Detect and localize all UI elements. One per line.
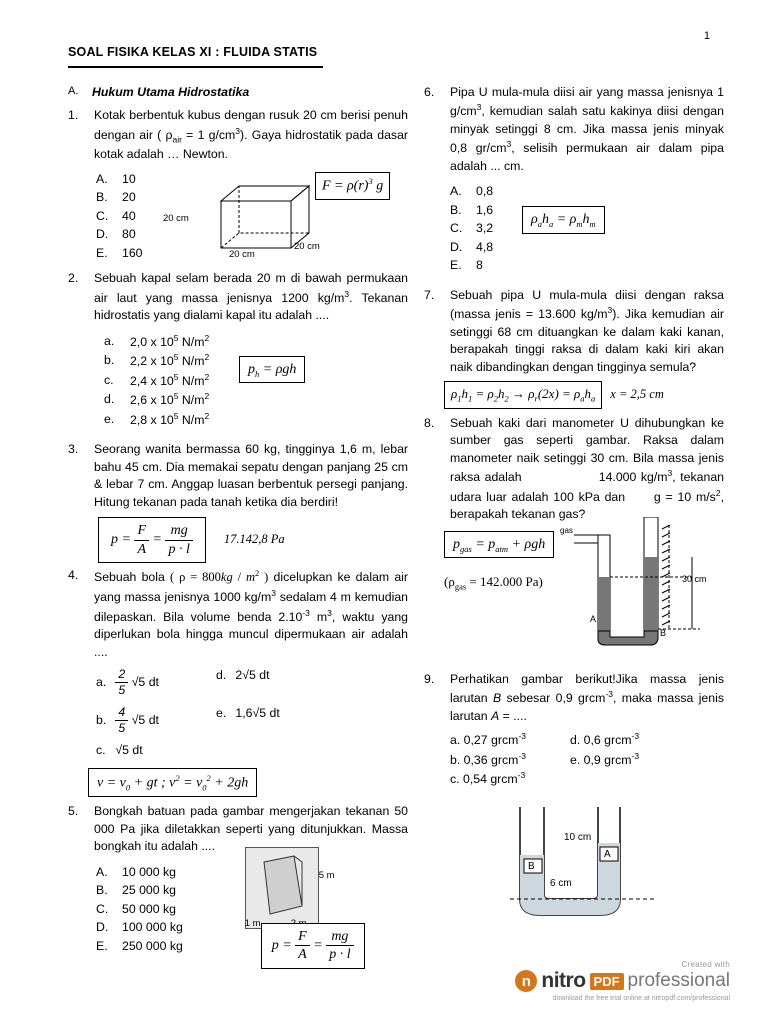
question-6-formula: $\rho_ah_a = \rho_mh_m$	[522, 206, 605, 234]
option-item: B. 1,6	[450, 202, 494, 217]
question-8-answer: ($\rho_{gas} = 142.000$ Pa)	[444, 573, 543, 592]
question-3-formula: p = $\frac{F}{A}$ = $\frac{mg}{p \cdot l}$	[98, 517, 206, 563]
question-4-options-row-2	[96, 705, 408, 737]
question-6-text: Pipa U mula-mula diisi air yang massa jenisnya 1 $g/cm^3$, kemudian salah satu kakinya diisi dengan minyak setinggi 8 cm. Jika massa jenis minyak 0,8 $gr/cm^3$, selisih permukaan air dalam pipa adalah ... cm.	[450, 85, 724, 173]
question-8-text: Sebuah kaki dari manometer U dihubungkan ke sumber gas seperti gambar. Raksa dalam manometer naik setinggi 30 cm. Bila massa jenis raksa adalah 14.000 $kg/m^3$, tekanan udara luar adalah 100 kPa dan g = 10 $m/s^2$, berapakah tekanan gas?	[450, 415, 724, 522]
cube-height-label: 20 cm	[162, 212, 189, 224]
question-8	[424, 415, 724, 524]
created-with-label: Created with	[681, 960, 730, 969]
left-column	[68, 84, 408, 971]
question-7-number: 7.	[424, 287, 435, 302]
option-item: D. 4,8	[450, 239, 494, 254]
question-6-options	[450, 182, 512, 274]
point-b-label: B	[660, 627, 667, 638]
question-8-number: 8.	[424, 415, 435, 430]
option-row	[450, 769, 724, 789]
title-underline	[68, 66, 323, 68]
nitro-pdf-badge: PDF	[590, 973, 624, 990]
option-item: C. 3,2	[450, 221, 494, 236]
solution-a-label: A	[604, 848, 611, 860]
nitro-logo	[515, 969, 730, 993]
question-8-formula: $p_{gas} = p_{atm} + \rho gh$	[444, 531, 554, 559]
option-item: D. 80	[96, 227, 136, 242]
option-item: D. 100 000 kg	[96, 920, 183, 935]
question-8-figure-row	[424, 525, 724, 669]
question-2-formula-wrap	[239, 356, 305, 384]
question-4-options-row-3	[96, 742, 408, 759]
option-item: b. 0,36 grcm$^{-3}$	[450, 750, 526, 767]
question-9-text: Perhatikan gambar berikut!Jika massa jenis larutan B sebesar 0,9 grcm$^{-3}$, maka massa jenis larutan A = ....	[450, 671, 724, 723]
question-9-number: 9.	[424, 671, 435, 686]
nitro-professional-label: professional	[627, 970, 730, 991]
question-5-number: 5.	[68, 804, 79, 819]
question-1-text: Kotak berbentuk kubus dengan rusuk 20 cm berisi penuh dengan air ( $\rho_{air} = 1$ $g/cm^3$). Gaya hidrostatik pada dasar kotak adalah … Newton.	[94, 108, 409, 161]
question-5-formula: p = $\frac{F}{A}$ = $\frac{mg}{p \cdot l}$	[261, 923, 365, 969]
option-item: A. 0,8	[450, 184, 494, 199]
option-item: a. 0,27 grcm$^{-3}$	[450, 731, 526, 748]
question-4-formula: $v = v_0$ + gt ; $v^2 = v_0^2 + 2gh$	[88, 768, 257, 798]
manometer-height-label: 30 cm	[682, 573, 707, 584]
question-7-answer: x = 2,5 cm	[610, 386, 664, 401]
footer	[0, 946, 768, 1016]
question-3-formula-row	[98, 517, 408, 563]
nitro-watermark	[515, 960, 730, 1002]
manometer-diagram-icon	[574, 517, 724, 657]
height-10cm-label: 10 cm	[564, 831, 592, 843]
gas-label: gas	[560, 525, 573, 535]
section-name: Hukum Utama Hidrostatika	[92, 85, 250, 99]
option-item: A. 10 000 kg	[96, 864, 177, 879]
option-row	[450, 750, 724, 770]
question-3	[68, 441, 408, 511]
question-9-figure	[424, 803, 704, 933]
question-2-formula: $p_h = \rho gh$	[239, 356, 305, 384]
section-letter: A.	[68, 85, 79, 97]
cube-width-label: 20 cm	[228, 248, 255, 260]
question-2	[68, 270, 408, 324]
question-3-answer: 17.142,8 Pa	[223, 532, 285, 547]
u-tube-diagram-icon	[424, 803, 694, 928]
option-item: E. 8	[450, 258, 483, 273]
option-item: a. $\frac{2}{5}$ √5 dt	[96, 666, 159, 698]
nitro-download-link[interactable]: download the free trial online at nitropdf.com/professional	[552, 995, 730, 1002]
question-5	[68, 803, 408, 855]
question-1-formula: $F = \rho(r)^3$ g	[315, 172, 390, 200]
question-2-options	[104, 332, 229, 430]
question-2-answers-figure	[68, 330, 408, 436]
option-item: E. 160	[96, 245, 143, 260]
question-1-number: 1.	[68, 108, 79, 123]
rock-diagram-icon	[246, 848, 316, 926]
question-5-text: Bongkah batuan pada gambar mengerjakan tekanan 50 000 Pa jika diletakkan seperti yang ditunjukkan. Massa bongkah itu adalah ....	[94, 804, 408, 854]
question-1	[68, 107, 408, 163]
page-title: SOAL FISIKA KELAS XI : FLUIDA STATIS	[68, 45, 318, 59]
option-item: b. 2,2 x $10^5$ $N/m^2$	[104, 352, 210, 369]
question-6-formula-wrap	[522, 206, 605, 234]
page-number: 1	[703, 30, 710, 42]
question-3-number: 3.	[68, 442, 79, 457]
option-item: c. √5 dt	[96, 743, 143, 758]
right-column	[424, 84, 724, 933]
nitro-wordmark: nitro	[541, 969, 586, 992]
point-a-label: A	[590, 613, 597, 624]
question-7-text: Sebuah pipa U mula-mula diisi dengan raksa (massa jenis = 13.600 $kg/m^3$). Jika kemudian air setinggi 68 cm dituangkan ke dalam kaki kanan, berapakah tinggi raksa di dalam kaki kiri akan naik dibandingkan dengan tingginya semula?	[450, 287, 724, 374]
option-item: c. 0,54 grcm$^{-3}$	[450, 770, 526, 787]
question-6	[424, 84, 724, 175]
question-7-formula: $\rho_1h_1 = \rho_2h_2 \to \rho_r(2x) = \rho_ah_a$	[444, 381, 602, 409]
section-heading	[68, 84, 408, 101]
option-item: d. 0,6 grcm$^{-3}$	[570, 731, 640, 748]
option-item: c. 2,4 x $10^5$ $N/m^2$	[104, 371, 210, 388]
question-2-number: 2.	[68, 271, 79, 286]
question-3-text: Seorang wanita bermassa 60 kg, tingginya 1,6 m, lebar bahu 45 cm. Dia memakai sepatu dengan panjang 25 cm & lebar 7 cm. Anggap luasan berbentuk persegi panjang. Hitung tekanan pada tanah ketika dia berdiri!	[94, 442, 408, 509]
nitro-circle-icon: n	[515, 970, 537, 992]
question-4	[68, 567, 408, 661]
option-item: e. 2,8 x $10^5$ $N/m^2$	[104, 410, 210, 427]
question-4-text: Sebuah bola ( $\rho = 800kg / m^2$ ) dicelupkan ke dalam air yang massa jenisnya 1000 $kg/m^3$ sedalam 4 m kemudian dilepaskan. Bila volume benda $2.10^{-3}$ $m^3$, waktu yang diperlukan bola hingga muncul dipermukaan air adalah ....	[94, 568, 409, 659]
question-6-number: 6.	[424, 85, 435, 99]
solution-b-label: B	[528, 860, 535, 872]
question-6-answers-figure	[424, 180, 724, 280]
option-item: e. 1,6√5 dt	[216, 705, 280, 720]
question-2-text: Sebuah kapal selam berada 20 m di bawah permukaan air laut yang massa jenisnya 1200 $kg/m^3$. Tekanan hidrostatis yang dialami kapal itu adalah ....	[94, 271, 408, 323]
option-item: A. 10	[96, 171, 136, 186]
option-item: b. $\frac{4}{5}$ √5 dt	[96, 704, 159, 736]
option-row	[450, 730, 724, 750]
option-item: d. 2,6 x $10^5$ $N/m^2$	[104, 391, 210, 408]
option-item: e. 0,9 grcm$^{-3}$	[570, 750, 640, 767]
option-item: a. 2,0 x $10^5$ $N/m^2$	[104, 332, 210, 349]
question-7	[424, 287, 724, 376]
option-item: B. 20	[96, 190, 136, 205]
cube-depth-label: 20 cm	[293, 240, 320, 252]
question-4-number: 4.	[68, 568, 79, 583]
question-4-formula-wrap	[88, 768, 408, 798]
rock-left-label: 1 m	[244, 917, 261, 929]
manometer-figure	[560, 517, 724, 657]
question-1-answers-figure	[68, 168, 408, 268]
question-9-options	[450, 730, 724, 789]
rock-height-label: 5 m	[318, 869, 335, 881]
option-item: E. 250 000 kg	[96, 938, 183, 953]
question-5-options	[96, 863, 225, 955]
option-item: C. 50 000 kg	[96, 901, 177, 916]
option-item: d. 2√5 dt	[216, 667, 270, 682]
height-6cm-label: 6 cm	[550, 877, 572, 889]
question-9	[424, 671, 724, 725]
question-1-figure	[162, 172, 408, 267]
option-item: B. 25 000 kg	[96, 883, 177, 898]
option-item: C. 40	[96, 208, 136, 223]
question-7-formula-row	[444, 381, 724, 409]
question-4-options-row-1	[96, 667, 408, 699]
